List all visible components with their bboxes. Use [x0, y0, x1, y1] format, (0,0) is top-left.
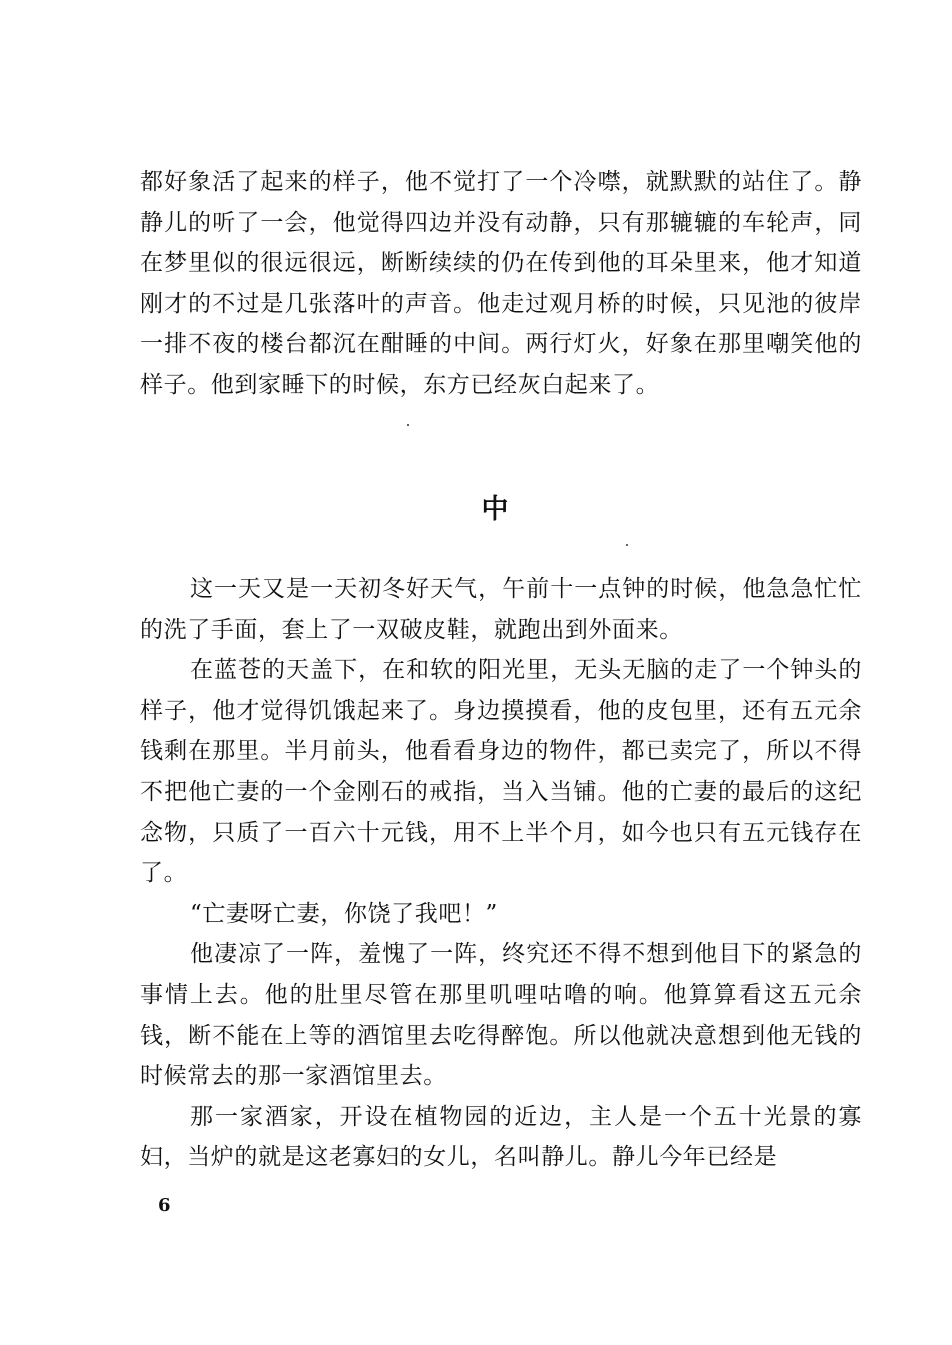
paragraph: 都好象活了起来的样子，他不觉打了一个冷噤，就默默的站住了。静静儿的听了一会，他觉得四边并没有动静，只有那辘辘的车轮声，同在梦里似的很远很远，断断续续的仍在传到他的耳朵里来，他才知道刚才的不过是几张落叶的声音。他走过观月桥的时候，只见池的彼岸一排不夜的楼台都沉在酣睡的中间。两行灯火，好象在那里嘲笑他的样子。他到家睡下的时候，东方已经灰白起来了。 [140, 169, 862, 398]
text-block-bottom [140, 569, 862, 1178]
section-heading: 中 [481, 494, 509, 525]
text-block-top [140, 162, 862, 406]
paragraph: 他凄凉了一阵，羞愧了一阵，终究还不得不想到他目下的紧急的事情上去。他的肚里尽管在那里叽哩咕噜的响。他算算看这五元余钱，断不能在上等的酒馆里去吃得醉饱。所以他就决意想到他无钱的时候常去的那一家酒馆里去。 [140, 941, 862, 1090]
scan-speck [407, 424, 409, 426]
scan-speck [626, 544, 628, 546]
page-number: 6 [158, 1195, 171, 1216]
paragraph: 在蓝苍的天盖下，在和软的阳光里，无头无脑的走了一个钟头的样子，他才觉得饥饿起来了。身边摸摸看，他的皮包里，还有五元余钱剩在那里。半月前头，他看看身边的物件，都已卖完了，所以不得不把他亡妻的一个金刚石的戒指，当入当铺。他的亡妻的最后的这纪念物，只质了一百六十元钱，用不上半个月，如今也只有五元钱存在了。 [140, 657, 862, 887]
paragraph: 这一天又是一天初冬好天气，午前十一点钟的时候，他急急忙忙的洗了手面，套上了一双破皮鞋，就跑出到外面来。 [140, 576, 862, 643]
paragraph: 那一家酒家，开设在植物园的近边，主人是一个五十光景的寡妇，当炉的就是这老寡妇的女儿，名叫静儿。静儿今年已经是 [140, 1103, 862, 1171]
paragraph-quote: “亡妻呀亡妻，你饶了我吧！” [190, 900, 498, 927]
